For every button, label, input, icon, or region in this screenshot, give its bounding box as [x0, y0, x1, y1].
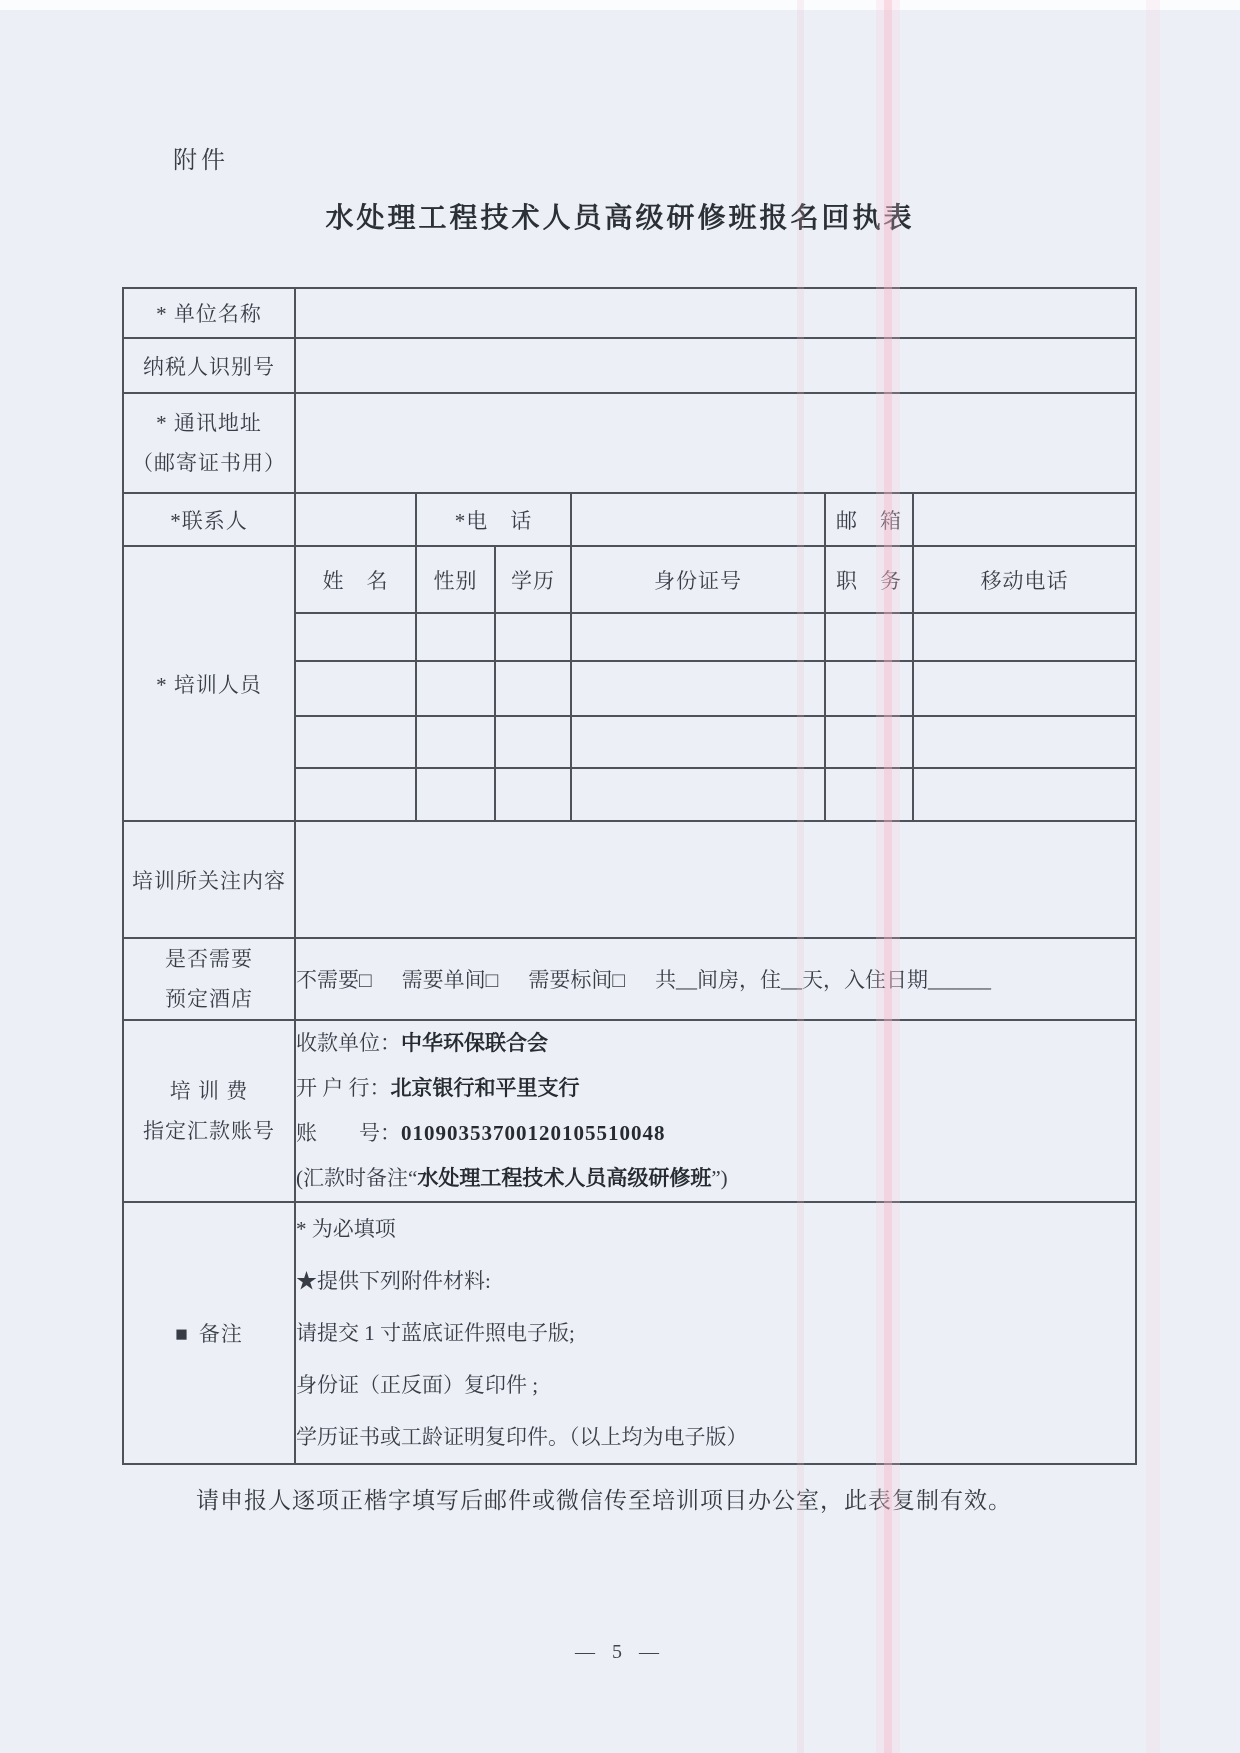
unit-name-value-cell: [295, 288, 1136, 338]
row-training-focus: [123, 821, 1136, 938]
remarks-content-cell: [295, 1202, 1136, 1464]
trainee-empty-cell: [571, 716, 825, 768]
trainee-empty-cell: [913, 661, 1136, 716]
memo-course-name: 水处理工程技术人员高级研修班: [417, 1166, 712, 1190]
remarks-line-required: * 为必填项: [296, 1217, 396, 1241]
trainee-empty-cell: [495, 661, 571, 716]
hotel-label: [123, 938, 295, 1020]
taxpayer-id-label: 纳税人识别号: [123, 338, 295, 393]
account-number: 01090353700120105510048: [401, 1121, 666, 1145]
contact-value-cell: [295, 493, 416, 546]
page-title: 水处理工程技术人员高级研修班报名回执表: [325, 203, 915, 234]
memo-prefix: (汇款时备注“: [296, 1166, 418, 1190]
black-square-icon: ■: [175, 1322, 189, 1346]
address-label-line2: （邮寄证书用）: [132, 451, 286, 475]
trainee-col-mobile: 移动电话: [913, 546, 1136, 613]
payment-label-line1: 培 训 费: [169, 1079, 249, 1103]
trainee-col-id-number: 身份证号: [571, 546, 825, 613]
payee-label: 收款单位：: [296, 1031, 401, 1055]
email-label: 邮 箱: [825, 493, 913, 546]
payment-account-line: [296, 1111, 1135, 1156]
trainee-empty-cell: [416, 661, 495, 716]
email-value-cell: [913, 493, 1136, 546]
trainee-empty-cell: [295, 768, 416, 821]
row-remarks: [123, 1202, 1136, 1464]
remarks-line-attachments: ★提供下列附件材料:: [296, 1269, 491, 1293]
page-number: — 5 —: [575, 1641, 665, 1663]
address-label-line1: * 通讯地址: [156, 411, 262, 435]
trainee-empty-cell: [295, 661, 416, 716]
trainee-empty-cell: [495, 613, 571, 661]
contact-label: *联系人: [123, 493, 295, 546]
training-focus-value-cell: [295, 821, 1136, 938]
account-label: 账 号：: [296, 1121, 401, 1145]
row-taxpayer-id: [123, 338, 1136, 393]
unit-name-label: * 单位名称: [123, 288, 295, 338]
hotel-options-cell: [295, 938, 1136, 1020]
address-label: [123, 393, 295, 493]
trainee-empty-cell: [295, 613, 416, 661]
remarks-line-id-copy: 身份证（正反面）复印件 ;: [296, 1373, 539, 1397]
trainee-col-position: 职 务: [825, 546, 913, 613]
payment-memo-line: [296, 1156, 1135, 1201]
training-focus-label: 培训所关注内容: [123, 821, 295, 938]
payment-bank-line: [296, 1066, 1135, 1111]
trainee-empty-cell: [825, 613, 913, 661]
trainee-col-education: 学历: [495, 546, 571, 613]
remarks-line-photo: 请提交 1 寸蓝底证件照电子版;: [296, 1321, 575, 1345]
trainee-empty-cell: [495, 716, 571, 768]
row-unit-name: [123, 288, 1136, 338]
payment-payee-line: [296, 1021, 1135, 1066]
payee-value: 中华环保联合会: [401, 1031, 548, 1055]
trainee-empty-cell: [416, 768, 495, 821]
trainee-empty-cell: [571, 613, 825, 661]
trainee-col-name: 姓 名: [295, 546, 416, 613]
trainee-empty-cell: [913, 768, 1136, 821]
trainee-empty-cell: [913, 716, 1136, 768]
footer-note: 请申报人逐项正楷字填写后邮件或微信传至培训项目办公室，此表复制有效。: [196, 1488, 1012, 1513]
payment-details-cell: [295, 1020, 1136, 1202]
trainee-col-gender: 性别: [416, 546, 495, 613]
row-hotel: [123, 938, 1136, 1020]
row-trainee-header: [123, 546, 1136, 613]
row-payment: [123, 1020, 1136, 1202]
taxpayer-id-value-cell: [295, 338, 1136, 393]
remarks-line-certificate: 学历证书或工龄证明复印件。（以上均为电子版）: [296, 1425, 748, 1449]
scan-edge-strip: [0, 0, 1240, 10]
remarks-label: [123, 1202, 295, 1464]
hotel-option-standard: 需要标间□: [528, 968, 626, 992]
trainee-empty-cell: [495, 768, 571, 821]
row-address: [123, 393, 1136, 493]
memo-suffix: ”): [711, 1166, 728, 1190]
bank-value: 北京银行和平里支行: [390, 1076, 580, 1100]
phone-value-cell: [571, 493, 825, 546]
trainee-empty-cell: [571, 661, 825, 716]
row-contact: [123, 493, 1136, 546]
trainee-empty-cell: [825, 768, 913, 821]
trainee-empty-cell: [913, 613, 1136, 661]
hotel-option-none: 不需要□: [296, 968, 372, 992]
trainees-label: * 培训人员: [123, 546, 295, 821]
trainee-empty-cell: [416, 716, 495, 768]
registration-form-table: [122, 287, 1137, 1465]
payment-label: [123, 1020, 295, 1202]
attachment-label: 附件: [173, 148, 229, 174]
trainee-empty-cell: [416, 613, 495, 661]
remarks-label-text: 备注: [198, 1322, 243, 1346]
hotel-option-single: 需要单间□: [401, 968, 499, 992]
bank-label: 开 户 行：: [296, 1076, 391, 1100]
trainee-empty-cell: [295, 716, 416, 768]
hotel-option-details: 共__间房，住__天，入住日期______: [655, 968, 992, 992]
trainee-empty-cell: [825, 716, 913, 768]
payment-label-line2: 指定汇款账号: [143, 1119, 275, 1143]
hotel-label-line1: 是否需要: [165, 947, 253, 971]
phone-label: *电 话: [416, 493, 571, 546]
hotel-label-line2: 预定酒店: [165, 987, 253, 1011]
trainee-empty-cell: [825, 661, 913, 716]
trainee-empty-cell: [571, 768, 825, 821]
address-value-cell: [295, 393, 1136, 493]
